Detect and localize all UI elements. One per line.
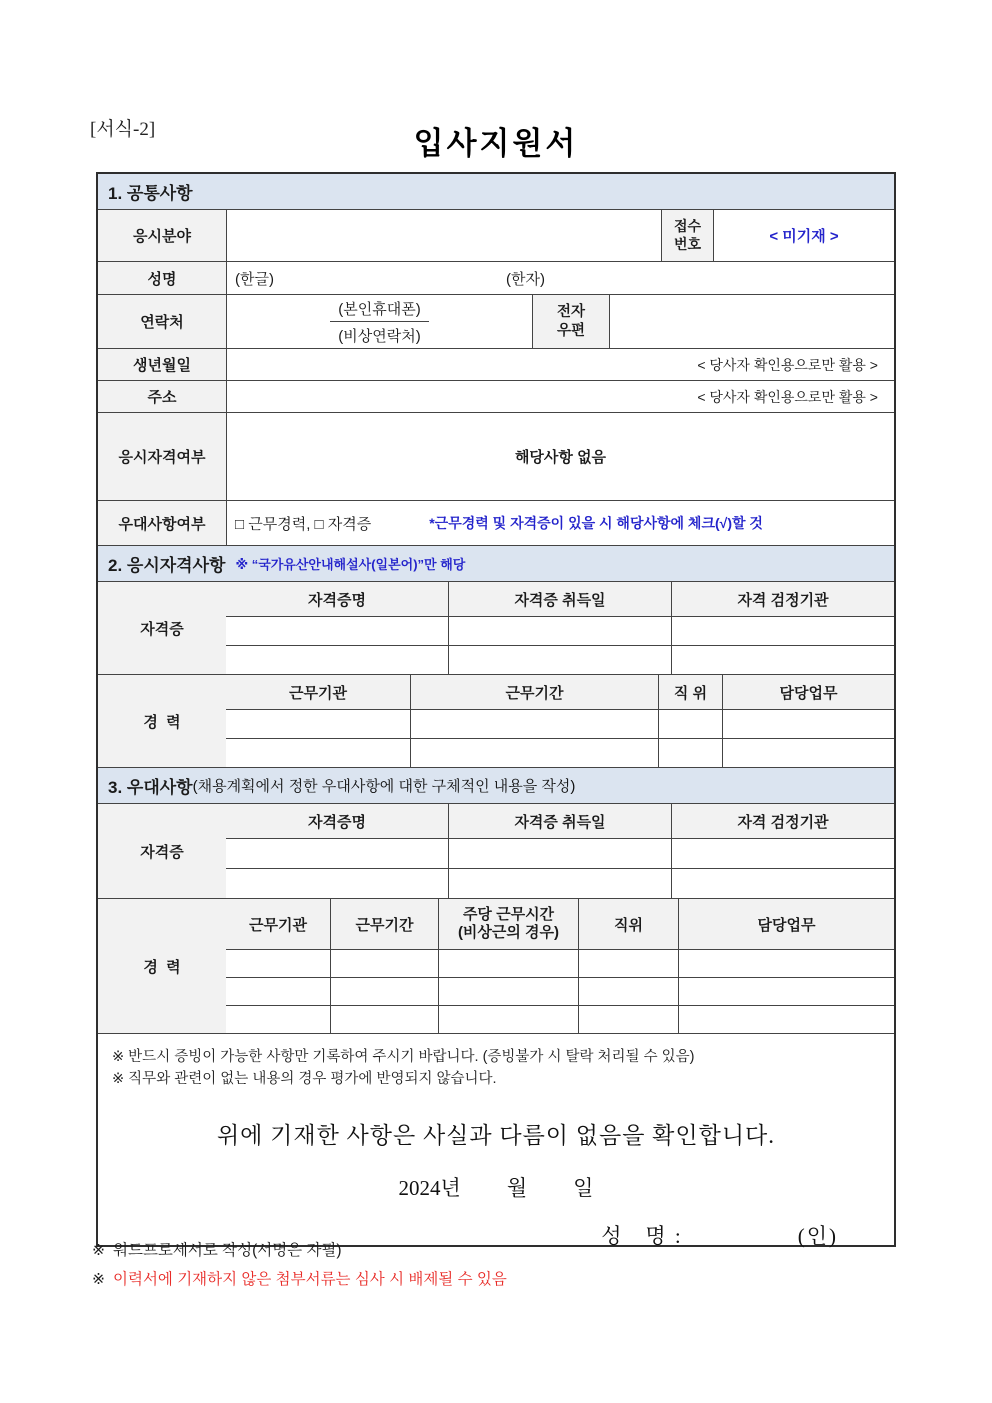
eligibility-row (98, 412, 894, 500)
preference-note: *근무경력 및 자격증이 있을 시 해당사항에 체크(√)할 것 (429, 515, 763, 531)
section2-cert-cell[interactable] (671, 646, 894, 674)
name-label: 성명 (98, 262, 226, 294)
name-hanja-placeholder: (한자) (505, 270, 545, 288)
preference-row (98, 500, 894, 545)
section3-career-table (98, 898, 894, 1033)
section2-cert-cell[interactable] (226, 617, 448, 645)
section2-career-table (98, 674, 894, 767)
outer-note-2-mark: ※ (92, 1271, 105, 1288)
section2-career-header-period: 근무기간 (410, 675, 658, 709)
section3-career-cell[interactable] (330, 978, 438, 1005)
signature-label: 성 명 : (601, 1223, 683, 1248)
section2-career-cell[interactable] (658, 710, 722, 738)
section3-career-cell[interactable] (330, 1006, 438, 1033)
contact-emergency-cell[interactable]: (비상연락처) (338, 327, 421, 345)
section3-career-header-position: 직위 (578, 899, 678, 949)
contact-phone-cells (226, 295, 532, 348)
section3-header (98, 768, 894, 803)
section2-career-cell[interactable] (722, 739, 894, 767)
section3-career-cell[interactable] (578, 978, 678, 1005)
section2-cert-header-date: 자격증 취득일 (448, 582, 671, 616)
date-year: 2024년 (398, 1175, 461, 1200)
page-title: 입사지원서 (413, 126, 579, 161)
name-row (98, 261, 894, 294)
hours-header-line1: 주당 근무시간 (462, 906, 555, 923)
outer-note-1-mark: ※ (92, 1242, 105, 1259)
contact-mobile-cell[interactable]: (본인휴대폰) (330, 295, 428, 322)
section2-cert-label: 자격증 (98, 582, 226, 674)
email-label (532, 295, 609, 348)
birth-input-cell[interactable] (226, 349, 894, 380)
outer-notes (92, 1238, 932, 1296)
section3-career-label: 경 력 (98, 899, 226, 1033)
section3-career-header-period: 근무기간 (330, 899, 438, 949)
address-label: 주소 (98, 381, 226, 412)
preference-value-cell (226, 501, 894, 545)
section3-career-cell[interactable] (438, 978, 578, 1005)
section2-cert-cell[interactable] (448, 617, 671, 645)
section3-career-cell[interactable] (678, 1006, 894, 1033)
address-input-cell[interactable] (226, 381, 894, 412)
application-form-table (96, 172, 896, 1247)
section3-career-cell[interactable] (678, 978, 894, 1005)
section3-cert-header-date: 자격증 취득일 (448, 804, 671, 838)
section3-career-header-org: 근무기관 (226, 899, 330, 949)
section2-career-label: 경 력 (98, 675, 226, 767)
hours-header-line2: (비상근의 경우) (457, 924, 560, 941)
contact-row (98, 294, 894, 348)
contact-label: 연락처 (98, 295, 226, 348)
outer-note-1 (92, 1238, 932, 1260)
section3-cert-cell[interactable] (226, 839, 448, 868)
section3-career-cell[interactable] (226, 950, 330, 977)
section3-title: 3. 우대사항 (108, 778, 193, 797)
section2-cert-cell[interactable] (226, 646, 448, 674)
section2-cert-cell[interactable] (448, 646, 671, 674)
section2-career-cell[interactable] (410, 739, 658, 767)
section2-header (98, 546, 894, 581)
section3-cert-cell[interactable] (448, 869, 671, 898)
birth-label: 생년월일 (98, 349, 226, 380)
receipt-label-line1: 접수 (673, 218, 702, 234)
section3-cert-label: 자격증 (98, 804, 226, 898)
section3-cert-cell[interactable] (671, 839, 894, 868)
address-row (98, 380, 894, 412)
section3-career-header-duty: 담당업무 (678, 899, 894, 949)
section2-cert-table (98, 581, 894, 674)
section2-career-header-duty: 담당업무 (722, 675, 894, 709)
receipt-number-label (661, 210, 713, 261)
address-note: < 당사자 확인용으로만 활용 > (697, 388, 878, 405)
section3-cert-cell[interactable] (671, 869, 894, 898)
birth-note: < 당사자 확인용으로만 활용 > (697, 356, 878, 373)
section2-career-cell[interactable] (722, 710, 894, 738)
seal-label: (인) (797, 1223, 838, 1248)
date-day: 일 (573, 1175, 594, 1200)
section3-cert-header-agency: 자격 검정기관 (671, 804, 894, 838)
section3-cert-cell[interactable] (448, 839, 671, 868)
section2-cert-header-agency: 자격 검정기관 (671, 582, 894, 616)
outer-note-1-text: 워드프로세서로 작성(서명은 자필) (113, 1242, 342, 1259)
section3-cert-table (98, 803, 894, 898)
receipt-number-value: < 미기재 > (713, 210, 894, 261)
outer-note-2 (92, 1267, 932, 1289)
email-input-cell[interactable] (609, 295, 894, 348)
section3-career-header-hours (438, 899, 578, 949)
name-input-cell[interactable] (226, 262, 894, 294)
form-code: [서식-2] (90, 119, 156, 140)
section3-career-cell[interactable] (578, 950, 678, 977)
field-label: 응시분야 (98, 210, 226, 261)
section3-career-cell[interactable] (330, 950, 438, 977)
section3-cert-header-name: 자격증명 (226, 804, 448, 838)
eligibility-value: 해당사항 없음 (514, 449, 607, 466)
email-label-line1: 전자 (556, 304, 585, 321)
section3-career-cell[interactable] (678, 950, 894, 977)
section2-career-header-org: 근무기관 (226, 675, 410, 709)
section2-career-cell[interactable] (410, 710, 658, 738)
proof-note-2: ※ 직무와 관련이 없는 내용의 경우 평가에 반영되지 않습니다. (112, 1071, 497, 1088)
section2-career-cell[interactable] (226, 739, 410, 767)
section3-career-cell[interactable] (578, 1006, 678, 1033)
section3-cert-cell[interactable] (226, 869, 448, 898)
section1-header (98, 174, 894, 209)
section3-title-note: (채용계획에서 정한 우대사항에 대한 구체적인 내용을 작성) (192, 778, 576, 795)
date-month: 월 (506, 1175, 528, 1200)
section2-career-cell[interactable] (658, 739, 722, 767)
section2-career-header-position: 직 위 (658, 675, 722, 709)
section3-career-cell[interactable] (226, 978, 330, 1005)
section3-career-cell[interactable] (226, 1006, 330, 1033)
section2-career-cell[interactable] (226, 710, 410, 738)
outer-note-2-text: 이력서에 기재하지 않은 첨부서류는 심사 시 배제될 수 있음 (113, 1271, 507, 1288)
section1-title: 1. 공통사항 (108, 184, 193, 203)
preference-label: 우대사항여부 (98, 501, 226, 545)
section2-title: 2. 응시자격사항 (108, 556, 226, 575)
name-hangul-placeholder: (한글) (235, 270, 274, 288)
section3-career-cell[interactable] (438, 950, 578, 977)
field-input-cell[interactable] (226, 210, 661, 261)
receipt-label-line2: 번호 (673, 235, 702, 252)
section2-note: ※ “국가유산안내해설사(일본어)”만 해당 (235, 557, 466, 572)
confirmation-statement: 위에 기재한 사항은 사실과 다름이 없음을 확인합니다. (216, 1122, 776, 1148)
preference-checkboxes[interactable]: □ 근무경력, □ 자격증 (235, 515, 372, 533)
section3-career-cell[interactable] (438, 1006, 578, 1033)
proof-note-1: ※ 반드시 증빙이 가능한 사항만 기록하여 주시기 바랍니다. (증빙불가 시 탈락 처리될 수 있음) (112, 1049, 695, 1065)
section2-cert-header-name: 자격증명 (226, 582, 448, 616)
birth-row (98, 348, 894, 380)
eligibility-label: 응시자격여부 (98, 413, 226, 500)
eligibility-value-cell (226, 413, 894, 500)
date-line (112, 1172, 880, 1202)
email-label-line2: 우편 (556, 322, 585, 339)
field-row (98, 209, 894, 261)
declaration-block (98, 1034, 894, 1248)
section2-cert-cell[interactable] (671, 617, 894, 645)
